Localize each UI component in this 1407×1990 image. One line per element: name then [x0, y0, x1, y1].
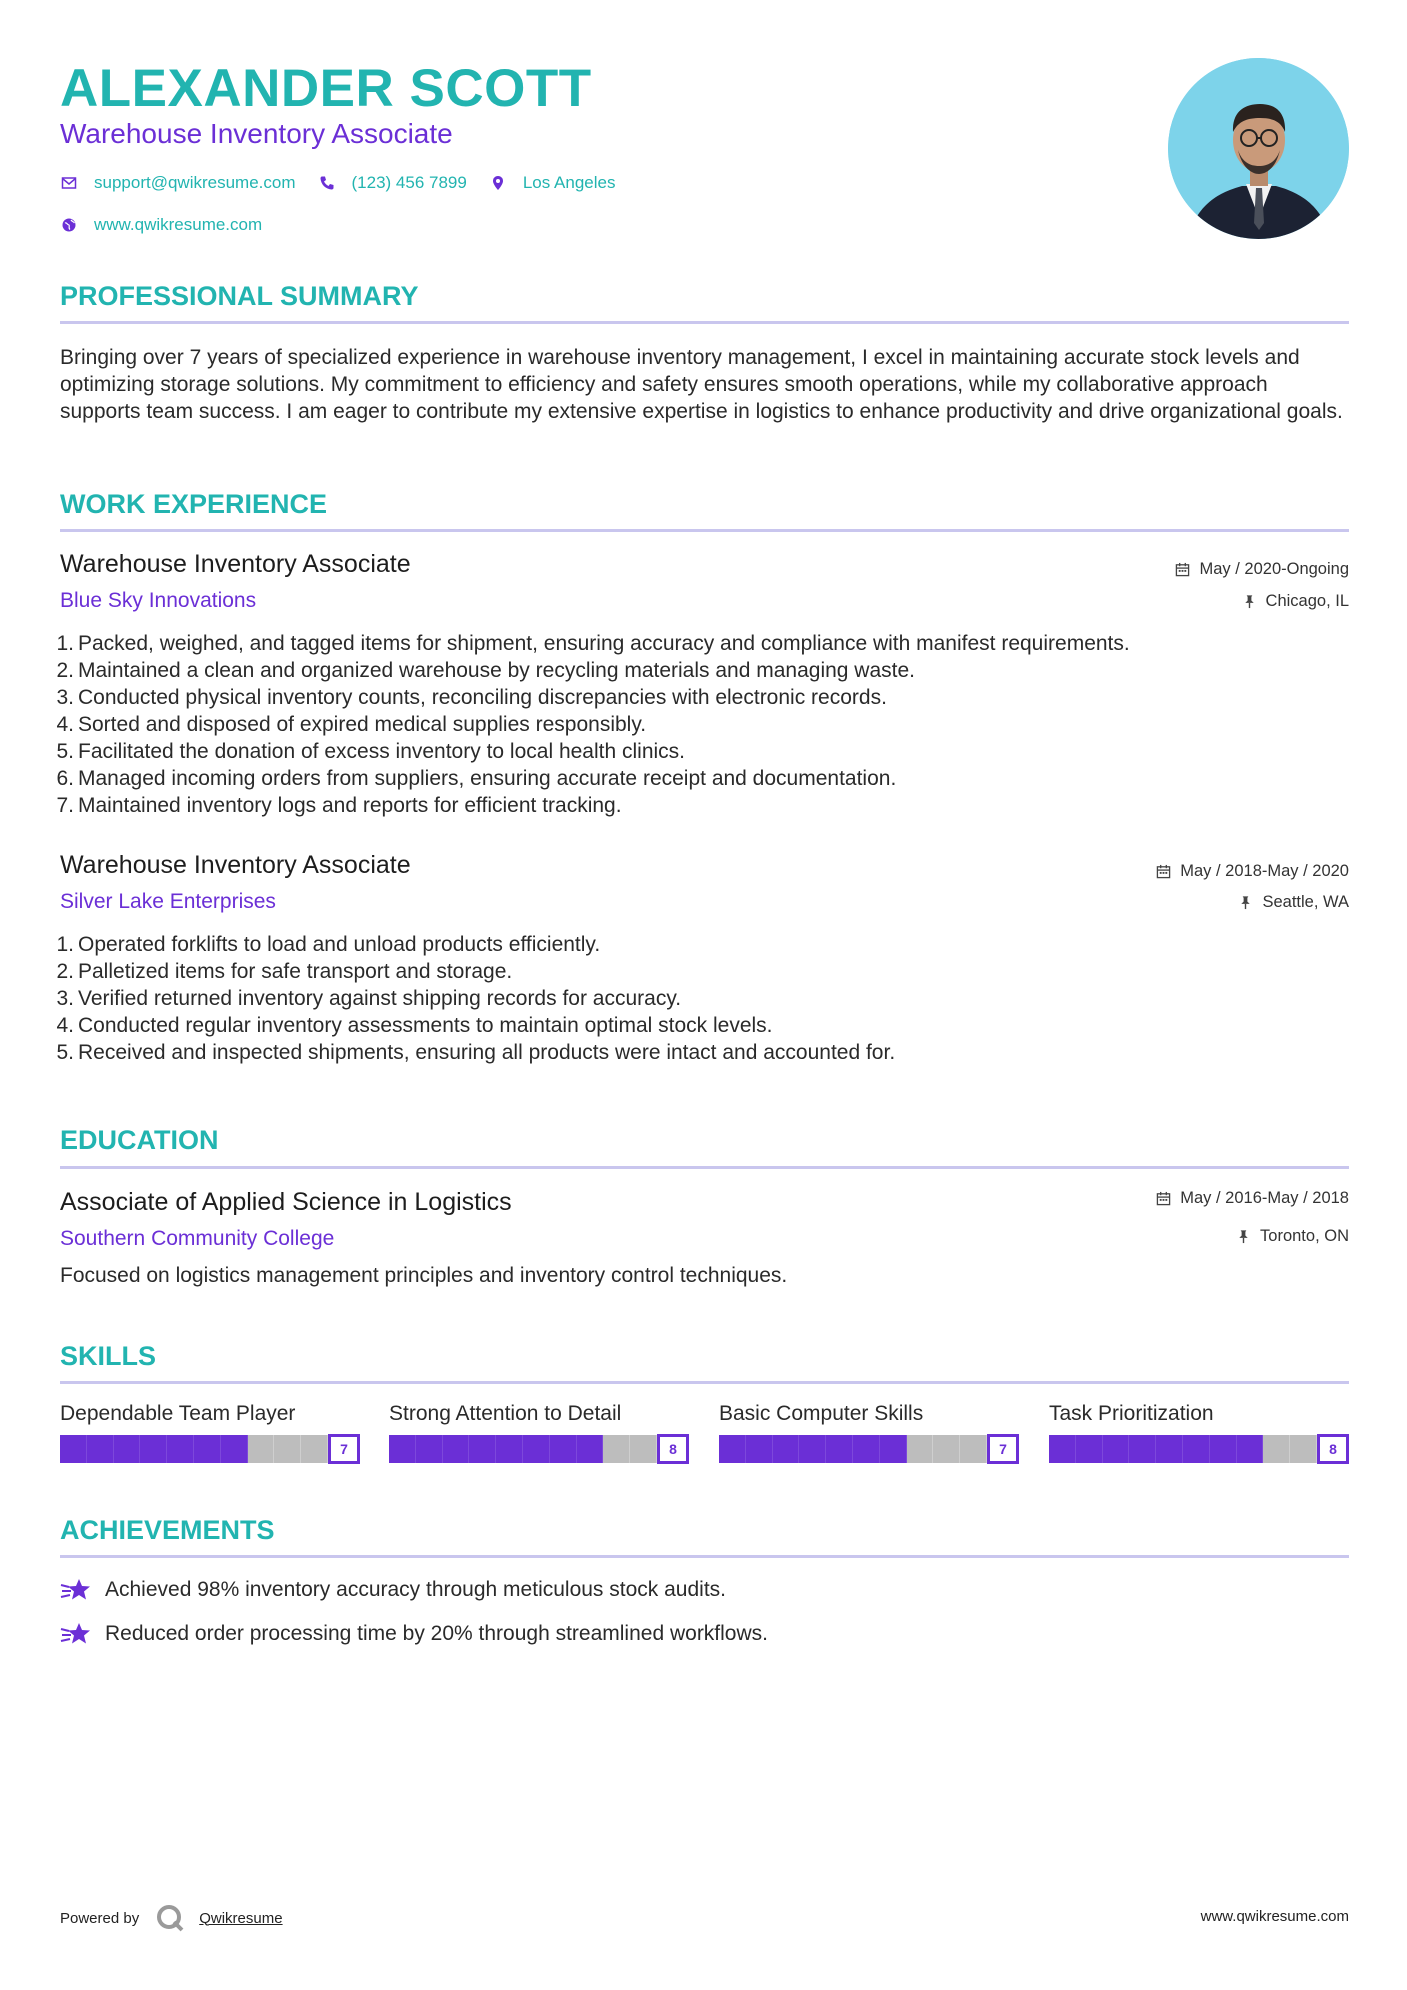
education-description: Focused on logistics management principles and inventory control techniques. — [60, 1264, 788, 1287]
list-item: 2. Palletized items for safe transport and storage. — [56, 960, 513, 983]
job-2-location — [1238, 893, 1349, 912]
education-dates-text: May / 2016-May / 2018 — [1180, 1189, 1349, 1207]
candidate-name: ALEXANDER SCOTT — [60, 59, 592, 118]
shooting-star-icon — [60, 1576, 92, 1604]
job-2-company: Silver Lake Enterprises — [60, 890, 276, 913]
avatar-illustration — [1168, 58, 1349, 239]
skill-rating-value: 7 — [328, 1434, 360, 1464]
skill-segment-filled — [746, 1435, 773, 1463]
skill-segment-filled — [416, 1435, 443, 1463]
skill-segment-filled — [496, 1435, 523, 1463]
phone-icon — [318, 174, 336, 192]
skill-rating-value: 7 — [987, 1434, 1019, 1464]
achievement-item — [60, 1576, 726, 1604]
website-text: www.qwikresume.com — [94, 215, 263, 234]
contact-website[interactable] — [60, 215, 262, 235]
contact-row-2 — [60, 215, 284, 235]
skill-segment-filled — [114, 1435, 141, 1463]
list-item: 4. Conducted regular inventory assessments to maintain optimal stock levels. — [56, 1014, 773, 1037]
list-item: 1. Operated forklifts to load and unload products efficiently. — [56, 933, 601, 956]
list-item: 5. Facilitated the donation of excess inventory to local health clinics. — [56, 740, 686, 763]
skill-segment-empty — [630, 1435, 657, 1463]
skill-segment-filled — [1156, 1435, 1183, 1463]
calendar-icon — [1156, 864, 1171, 879]
skill-item — [60, 1402, 360, 1464]
list-item: 1. Packed, weighed, and tagged items for shipment, ensuring accuracy and compliance with manifest requirements. — [56, 632, 1130, 655]
skill-segment-filled — [87, 1435, 114, 1463]
job-2-dates-text: May / 2018-May / 2020 — [1180, 862, 1349, 880]
skill-segment-filled — [1103, 1435, 1130, 1463]
skill-segment-empty — [248, 1435, 275, 1463]
list-item: 4. Sorted and disposed of expired medical supplies responsibly. — [56, 713, 647, 736]
skill-segment-filled — [389, 1435, 416, 1463]
shooting-star-icon — [60, 1620, 92, 1648]
achievement-text: Reduced order processing time by 20% through streamlined workflows. — [105, 1622, 768, 1645]
education-dates — [1156, 1189, 1349, 1208]
footer-website[interactable]: www.qwikresume.com — [1200, 1908, 1349, 1925]
skill-rating-value: 8 — [1317, 1434, 1349, 1464]
summary-divider — [60, 321, 1349, 324]
list-item: 3. Conducted physical inventory counts, reconciling discrepancies with electronic records. — [56, 686, 887, 709]
location-text: Los Angeles — [522, 173, 616, 192]
summary-text: Bringing over 7 years of specialized experience in warehouse inventory management, I excel in maintaining accurate stock levels and optimizing storage solutions. My commitment to efficiency and safety ensures smooth operations, while my collaborative approach supports team success. I am eager to contribute my extensive expertise in logistics to enhance productivity and drive organizational goals. — [60, 346, 1343, 423]
skill-segment-filled — [1183, 1435, 1210, 1463]
skill-segment-filled — [1129, 1435, 1156, 1463]
pushpin-icon — [1236, 1229, 1251, 1244]
email-text: support@qwikresume.com — [94, 173, 296, 192]
skill-item — [389, 1402, 689, 1464]
contact-row-1 — [60, 173, 637, 193]
globe-icon — [60, 216, 78, 234]
map-pin-icon — [489, 174, 507, 192]
skill-label: Strong Attention to Detail — [389, 1402, 622, 1425]
qwikresume-link[interactable]: Qwikresume — [199, 1909, 283, 1927]
achievement-text: Achieved 98% inventory accuracy through meticulous stock audits. — [105, 1578, 726, 1601]
job-1-title: Warehouse Inventory Associate — [60, 550, 411, 578]
calendar-icon — [1156, 1191, 1171, 1206]
skill-segment-filled — [719, 1435, 746, 1463]
job-1-dates — [1175, 560, 1349, 579]
skill-segments — [719, 1435, 987, 1463]
skill-segment-filled — [221, 1435, 248, 1463]
skill-segment-empty — [1290, 1435, 1317, 1463]
skill-segment-filled — [853, 1435, 880, 1463]
calendar-icon — [1175, 562, 1190, 577]
pushpin-icon — [1242, 594, 1257, 609]
skill-segment-filled — [826, 1435, 853, 1463]
skill-segment-empty — [301, 1435, 328, 1463]
list-item: 3. Verified returned inventory against shipping records for accuracy. — [56, 987, 682, 1010]
skill-segment-filled — [194, 1435, 221, 1463]
education-location-text: Toronto, ON — [1260, 1227, 1349, 1245]
skill-segment-filled — [550, 1435, 577, 1463]
skill-segment-empty — [960, 1435, 987, 1463]
job-1-bullets — [54, 630, 1349, 819]
skill-segment-filled — [773, 1435, 800, 1463]
skill-segment-empty — [933, 1435, 960, 1463]
experience-divider — [60, 529, 1349, 532]
achievements-divider — [60, 1555, 1349, 1558]
job-1-location — [1242, 592, 1349, 611]
pushpin-icon — [1238, 895, 1253, 910]
skill-segment-filled — [60, 1435, 87, 1463]
job-2-dates — [1156, 862, 1349, 881]
skill-segment-filled — [799, 1435, 826, 1463]
skill-segments — [60, 1435, 328, 1463]
job-2-bullets — [54, 931, 1349, 1066]
envelope-icon — [60, 174, 78, 192]
job-1-location-text: Chicago, IL — [1265, 592, 1349, 610]
skill-rating-bar — [389, 1434, 689, 1464]
list-item: 7. Maintained inventory logs and reports for efficient tracking. — [56, 794, 622, 817]
skills-heading: SKILLS — [60, 1341, 157, 1371]
skill-label: Basic Computer Skills — [719, 1402, 924, 1425]
skill-segment-empty — [907, 1435, 934, 1463]
skill-segment-filled — [469, 1435, 496, 1463]
skill-rating-bar — [60, 1434, 360, 1464]
skill-segment-filled — [577, 1435, 604, 1463]
skill-segment-filled — [140, 1435, 167, 1463]
profile-photo — [1168, 58, 1349, 239]
contact-email[interactable] — [60, 173, 296, 193]
skill-rating-value: 8 — [657, 1434, 689, 1464]
skill-segment-filled — [167, 1435, 194, 1463]
list-item: 6. Managed incoming orders from suppliers, ensuring accurate receipt and documentation. — [56, 767, 897, 790]
skill-segment-filled — [1237, 1435, 1264, 1463]
skill-rating-bar — [1049, 1434, 1349, 1464]
education-divider — [60, 1166, 1349, 1169]
skill-label: Dependable Team Player — [60, 1402, 296, 1425]
skill-rating-bar — [719, 1434, 1019, 1464]
list-item: 5. Received and inspected shipments, ensuring all products were intact and accounted for. — [56, 1041, 896, 1064]
skill-item — [719, 1402, 1019, 1464]
candidate-title: Warehouse Inventory Associate — [60, 118, 453, 149]
skill-segments — [389, 1435, 657, 1463]
contact-phone[interactable] — [318, 173, 467, 193]
footer-powered-by — [60, 1903, 283, 1933]
list-item: 2. Maintained a clean and organized warehouse by recycling materials and managing waste. — [56, 659, 915, 682]
skill-item — [1049, 1402, 1349, 1464]
education-degree: Associate of Applied Science in Logistics — [60, 1188, 512, 1216]
experience-heading: WORK EXPERIENCE — [60, 489, 328, 519]
skill-segment-filled — [880, 1435, 907, 1463]
skill-label: Task Prioritization — [1049, 1402, 1214, 1425]
achievement-item — [60, 1620, 768, 1648]
skill-segment-filled — [523, 1435, 550, 1463]
qwikresume-logo-icon — [155, 1903, 185, 1933]
skill-segment-empty — [1263, 1435, 1290, 1463]
job-1-company: Blue Sky Innovations — [60, 589, 257, 612]
skill-segment-filled — [1076, 1435, 1103, 1463]
skill-segment-filled — [443, 1435, 470, 1463]
education-heading: EDUCATION — [60, 1125, 219, 1155]
summary-heading: PROFESSIONAL SUMMARY — [60, 281, 419, 311]
job-2-location-text: Seattle, WA — [1262, 893, 1349, 911]
phone-text: (123) 456 7899 — [351, 173, 467, 192]
achievements-heading: ACHIEVEMENTS — [60, 1515, 275, 1545]
education-location — [1236, 1227, 1349, 1246]
job-2-title: Warehouse Inventory Associate — [60, 851, 411, 879]
skills-divider — [60, 1381, 1349, 1384]
contact-location — [489, 173, 616, 193]
skill-segment-empty — [603, 1435, 630, 1463]
skill-segments — [1049, 1435, 1317, 1463]
skill-segment-filled — [1210, 1435, 1237, 1463]
job-1-dates-text: May / 2020-Ongoing — [1199, 560, 1349, 578]
powered-by-label: Powered by — [60, 1909, 140, 1927]
education-school: Southern Community College — [60, 1227, 335, 1250]
skill-segment-empty — [274, 1435, 301, 1463]
skill-segment-filled — [1049, 1435, 1076, 1463]
